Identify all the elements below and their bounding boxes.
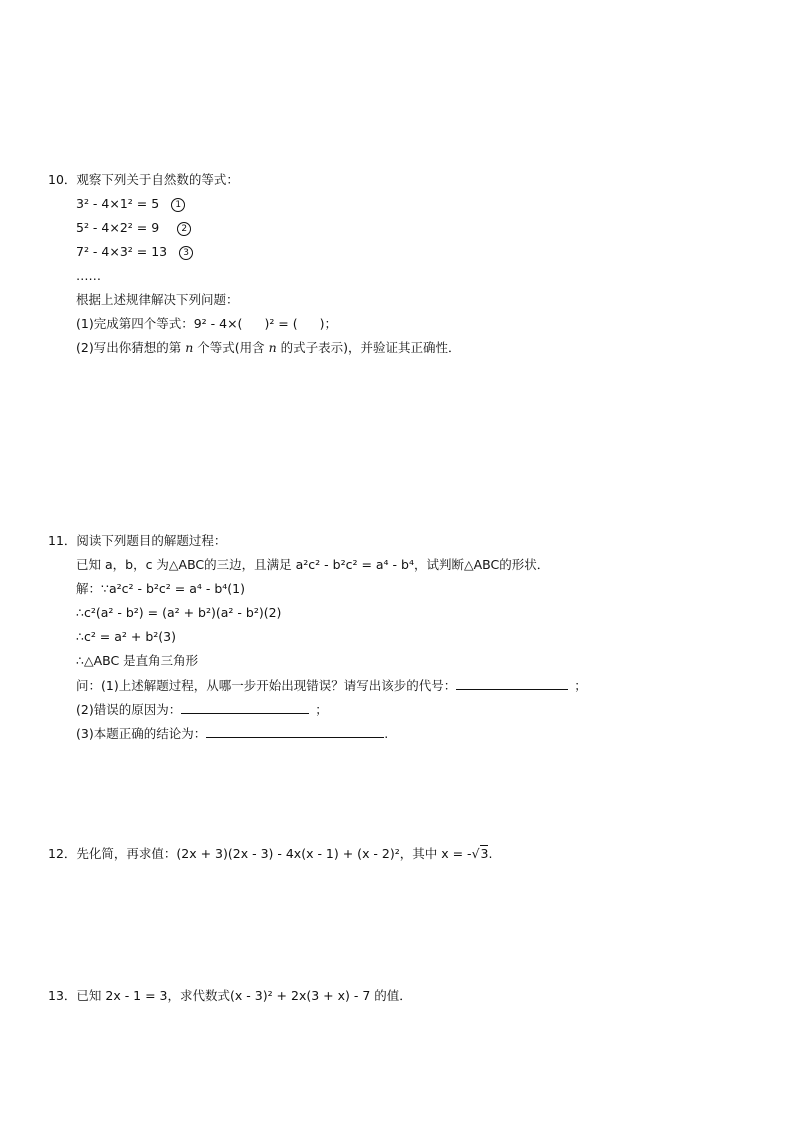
question-11: [48, 533, 768, 748]
equation-text: 5² - 4×2² = 9: [76, 220, 160, 235]
part-text: )；: [319, 316, 338, 331]
circled-number-3: 3: [179, 246, 193, 260]
question-10: [48, 172, 768, 362]
part-text: (1)完成第四个等式：9² - 4×(: [76, 316, 243, 331]
solution-step-2: ∴c²(a² - b²) = (a² + b²)(a² - b²)(2): [76, 605, 282, 620]
answer-blank-3[interactable]: [206, 725, 384, 738]
question-10-stem: [48, 172, 239, 188]
question-part-2: [76, 701, 328, 718]
part-1: [76, 316, 337, 332]
question-text: 已知 2x - 1 = 3，求代数式(x - 3)² + 2x(3 + x) - 7 的值．: [76, 988, 412, 1003]
part-text: 的式子表示)，并验证其正确性．: [276, 340, 461, 355]
question-part-1: [76, 677, 587, 694]
variable-n: n: [268, 340, 277, 355]
question-number: 10．: [48, 172, 77, 187]
question-12: [48, 844, 768, 868]
part-text: .: [384, 726, 389, 741]
square-root: √3: [471, 846, 489, 861]
part-text: (2)错误的原因为：: [76, 702, 182, 717]
part-text: 个等式(用含: [193, 340, 269, 355]
answer-blank-2[interactable]: [181, 701, 309, 714]
question-number: 13．: [48, 988, 77, 1003]
part-text: ；: [574, 678, 587, 693]
ellipsis: ……: [76, 268, 101, 283]
equation-1: [76, 196, 185, 212]
question-part-3: [76, 725, 388, 742]
question-text: .: [488, 846, 493, 861]
radicand: 3: [480, 846, 489, 861]
question-text: 阅读下列题目的解题过程：: [76, 533, 227, 548]
question-number: 12．: [48, 846, 77, 861]
part-text: (2)写出你猜想的第: [76, 340, 186, 355]
part-text: )² = (: [264, 316, 298, 331]
solution-step-3: ∴c² = a² + b²(3): [76, 629, 176, 644]
task-intro: 根据上述规律解决下列问题：: [76, 292, 239, 307]
part-text: ；: [315, 702, 328, 717]
part-2: [76, 340, 461, 356]
solution-step-1: 解：∵a²c² - b²c² = a⁴ - b⁴(1): [76, 581, 245, 596]
question-13: [48, 988, 768, 1008]
given-text: 已知 a，b，c 为△ABC的三边，且满足 a²c² - b²c² = a⁴ - b⁴，试判断△ABC的形状．: [76, 557, 550, 572]
circled-number-2: 2: [177, 222, 191, 236]
part-text: 问：(1)上述解题过程，从哪一步开始出现错误？请写出该步的代号：: [76, 678, 457, 693]
circled-number-1: 1: [171, 198, 185, 212]
equation-3: [76, 244, 193, 260]
part-text: (3)本题正确的结论为：: [76, 726, 207, 741]
question-13-text: [48, 988, 412, 1004]
equation-text: 7² - 4×3² = 13: [76, 244, 168, 259]
question-12-text: [48, 846, 492, 862]
question-11-stem: [48, 533, 226, 549]
answer-blank-1[interactable]: [456, 677, 568, 690]
equation-2: [76, 220, 191, 236]
variable-n: n: [185, 340, 194, 355]
equation-text: 3² - 4×1² = 5: [76, 196, 160, 211]
question-text: 观察下列关于自然数的等式：: [76, 172, 239, 187]
question-text: 先化简，再求值：(2x + 3)(2x - 3) - 4x(x - 1) + (x - 2)²，其中 x = -: [76, 846, 472, 861]
solution-step-4: ∴△ABC 是直角三角形: [76, 653, 199, 668]
question-number: 11．: [48, 533, 77, 548]
